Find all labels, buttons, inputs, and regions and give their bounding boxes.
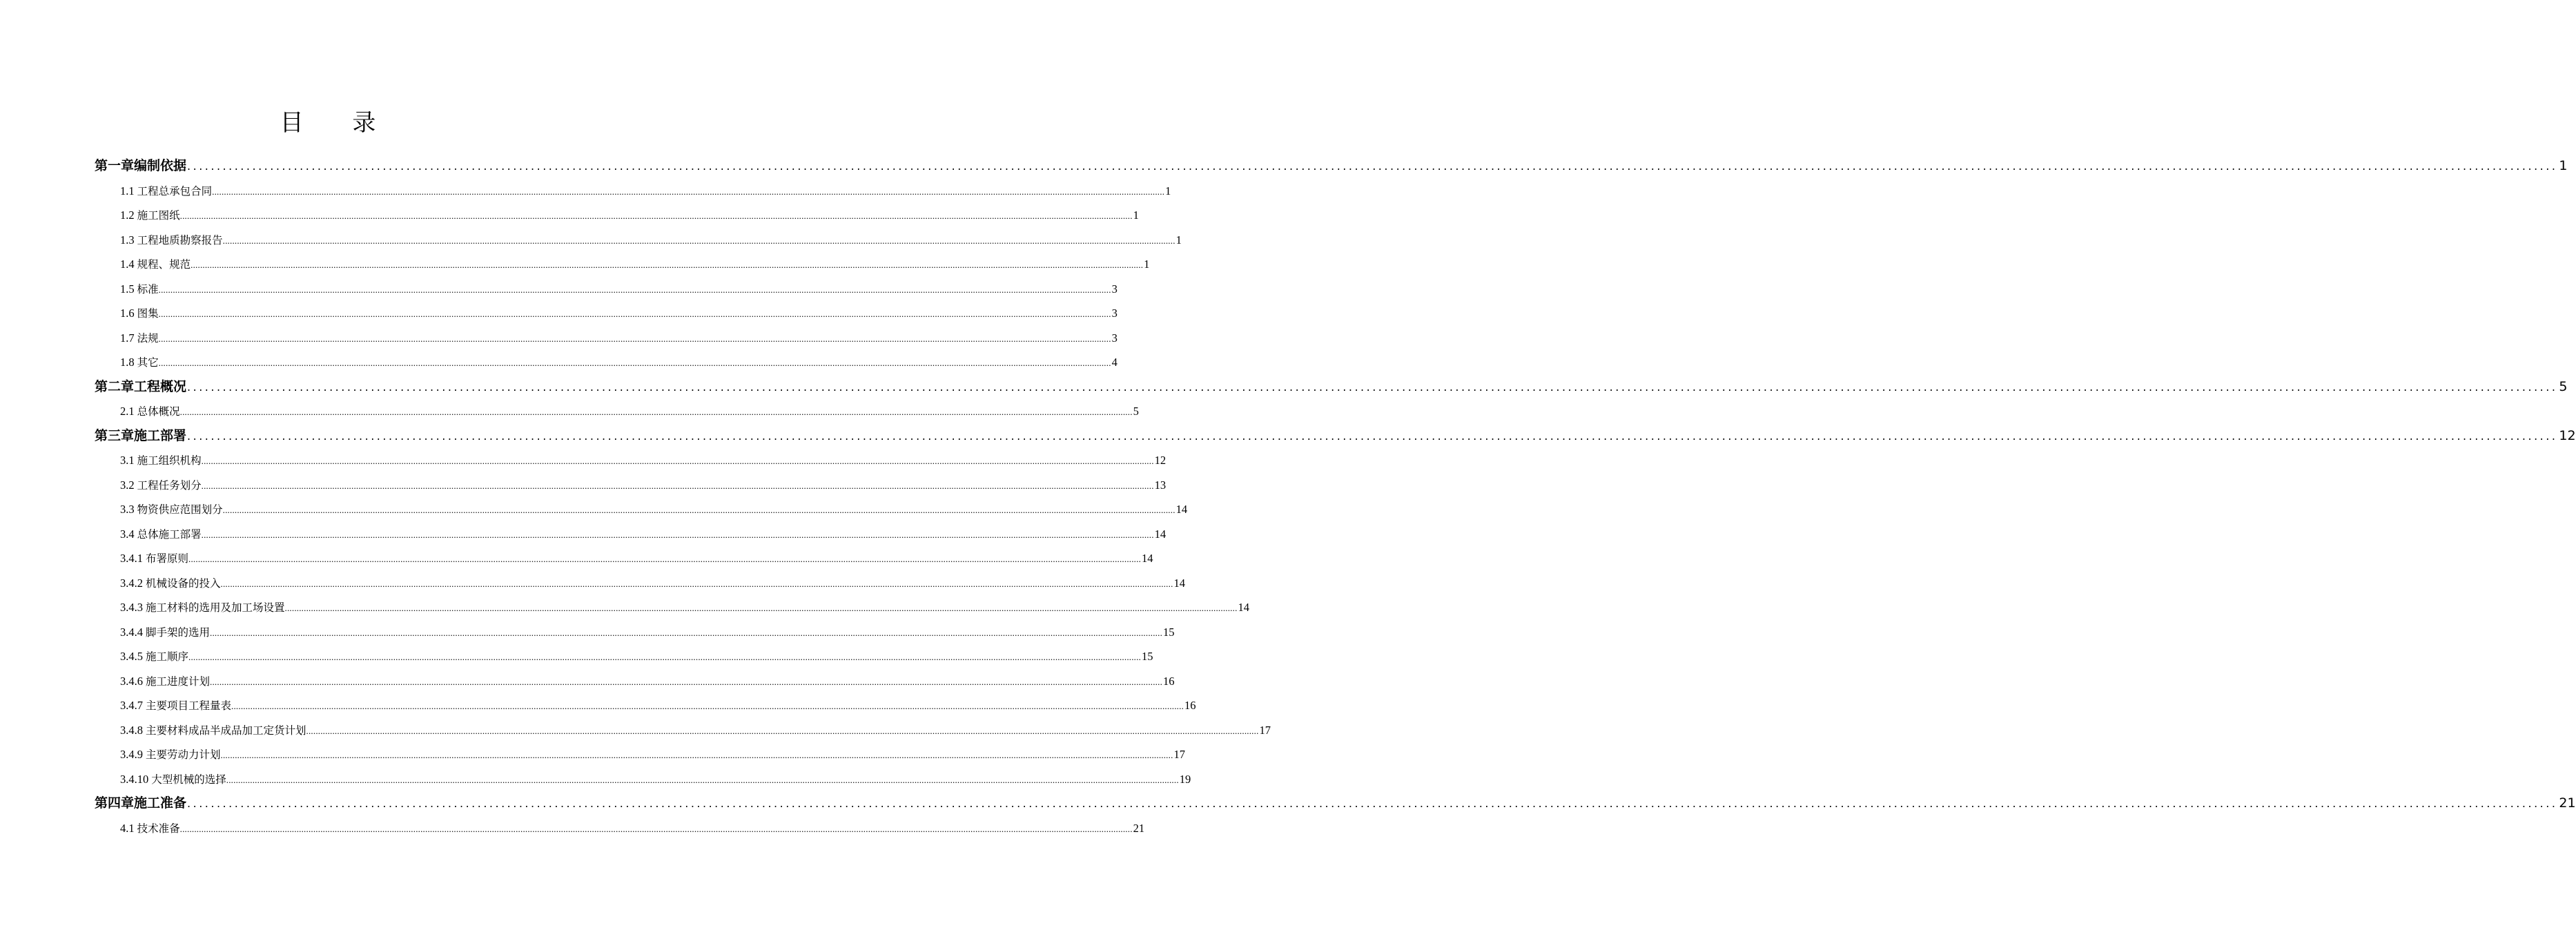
page-number: 14: [1154, 527, 1167, 541]
toc-section-entry[interactable]: [120, 207, 1139, 228]
section-number: 3.4: [120, 527, 135, 541]
page-number: 16: [1184, 699, 1196, 712]
section-title: 主要劳动力计划: [146, 748, 221, 761]
section-number: 1.4: [120, 258, 135, 271]
toc-section-entry[interactable]: [120, 820, 1145, 841]
section-number: 1.8: [120, 356, 135, 369]
dot-leader: ................................................................................................................................................................................................................................................................................................................................................................................................................: [187, 797, 2558, 810]
section-title: 施工材料的选用及加工场设置: [146, 601, 285, 614]
dot-leader: ................................................................................................................................................................................................................................................................................................................................................................................................................: [201, 456, 1154, 466]
toc-section-entry[interactable]: [120, 599, 1250, 620]
page-title: 目 录: [280, 109, 397, 137]
dot-leader: ................................................................................................................................................................................................................................................................................................................................................................................................................: [191, 260, 1144, 270]
section-number: 3.4.6: [120, 674, 143, 688]
section-number: 3.2: [120, 478, 135, 492]
dot-leader: ................................................................................................................................................................................................................................................................................................................................................................................................................: [201, 529, 1154, 540]
toc-section-entry[interactable]: [120, 575, 1186, 596]
dot-leader: ................................................................................................................................................................................................................................................................................................................................................................................................................: [158, 309, 1111, 319]
dot-leader: ................................................................................................................................................................................................................................................................................................................................................................................................................: [212, 186, 1165, 197]
chapter-number: 第三章: [95, 427, 135, 443]
chapter-title: 工程概况: [134, 378, 187, 394]
page-number: 17: [1259, 723, 1271, 737]
section-title: 施工顺序: [146, 650, 189, 663]
dot-leader: ................................................................................................................................................................................................................................................................................................................................................................................................................: [201, 480, 1154, 491]
section-title: 施工组织机构: [137, 454, 202, 467]
toc-section-entry[interactable]: [120, 697, 1196, 718]
dot-leader: ................................................................................................................................................................................................................................................................................................................................................................................................................: [231, 701, 1184, 711]
section-title: 工程任务划分: [137, 478, 202, 492]
page-number: 5: [1133, 405, 1139, 418]
page-number: 3: [1111, 282, 1118, 296]
section-title: 图集: [137, 307, 159, 320]
section-number: 3.3: [120, 503, 135, 516]
dot-leader: ................................................................................................................................................................................................................................................................................................................................................................................................................: [188, 652, 1142, 662]
page-number: 17: [1173, 748, 1186, 761]
section-title: 物资供应范围划分: [137, 503, 223, 516]
section-number: 3.4.3: [120, 601, 143, 614]
section-title: 总体概况: [137, 405, 180, 418]
dot-leader: ................................................................................................................................................................................................................................................................................................................................................................................................................: [222, 505, 1175, 515]
toc-section-entry[interactable]: [120, 722, 1271, 743]
section-number: 2.1: [120, 405, 135, 418]
section-title: 脚手架的选用: [146, 626, 211, 639]
chapter-title: 施工准备: [134, 795, 187, 811]
page-number: 1: [1175, 233, 1182, 246]
section-number: 3.4.9: [120, 748, 143, 761]
dot-leader: ................................................................................................................................................................................................................................................................................................................................................................................................................: [222, 235, 1175, 246]
page-number: 12: [2559, 427, 2576, 443]
dot-leader: ................................................................................................................................................................................................................................................................................................................................................................................................................: [187, 429, 2558, 443]
page-number: 19: [1179, 772, 1191, 786]
section-title: 法规: [137, 331, 159, 345]
section-number: 1.7: [120, 331, 135, 345]
page-number: 3: [1111, 331, 1118, 345]
section-title: 规程、规范: [137, 258, 191, 271]
dot-leader: ................................................................................................................................................................................................................................................................................................................................................................................................................: [226, 774, 1179, 785]
section-title: 大型机械的选择: [151, 773, 226, 786]
page-number: 14: [1238, 601, 1250, 614]
dot-leader: ................................................................................................................................................................................................................................................................................................................................................................................................................: [220, 578, 1173, 589]
section-title: 工程总承包合同: [137, 184, 213, 197]
dot-leader: ................................................................................................................................................................................................................................................................................................................................................................................................................: [210, 627, 1163, 638]
dot-leader: ................................................................................................................................................................................................................................................................................................................................................................................................................: [179, 823, 1133, 834]
section-number: 3.4.8: [120, 723, 143, 737]
section-title: 主要材料成品半成品加工定货计划: [146, 724, 306, 737]
section-title: 技术准备: [137, 822, 180, 835]
toc-section-entry[interactable]: [120, 550, 1153, 571]
toc-section-entry[interactable]: [120, 256, 1150, 277]
toc-section-entry[interactable]: [120, 452, 1167, 473]
toc-section-entry[interactable]: [120, 526, 1167, 547]
chapter-title: 编制依据: [134, 158, 187, 173]
page-number: 13: [1154, 478, 1167, 492]
dot-leader: ................................................................................................................................................................................................................................................................................................................................................................................................................: [210, 676, 1163, 687]
page-number: 14: [1142, 552, 1153, 565]
page-number: 1: [1165, 184, 1171, 197]
toc-section-entry[interactable]: [120, 403, 1139, 424]
section-title: 其它: [137, 356, 159, 369]
toc-chapter-entry[interactable]: [95, 376, 2568, 401]
toc-section-entry[interactable]: [120, 501, 1188, 522]
section-title: 总体施工部署: [137, 528, 202, 541]
page-number: 1: [1144, 258, 1150, 271]
section-number: 1.2: [120, 209, 135, 222]
toc-chapter-entry[interactable]: [95, 155, 2568, 180]
section-number: 3.4.7: [120, 699, 143, 712]
section-number: 3.4.1: [120, 552, 143, 565]
toc-section-entry[interactable]: [120, 648, 1153, 669]
dot-leader: ................................................................................................................................................................................................................................................................................................................................................................................................................: [284, 603, 1238, 613]
toc-section-entry[interactable]: [120, 477, 1167, 498]
dot-leader: ................................................................................................................................................................................................................................................................................................................................................................................................................: [220, 750, 1173, 760]
page-number: 5: [2559, 378, 2568, 394]
section-title: 布署原则: [146, 552, 189, 565]
page-number: 12: [1154, 454, 1167, 467]
section-number: 3.1: [120, 454, 135, 467]
chapter-number: 第二章: [95, 378, 135, 394]
section-title: 主要项目工程量表: [146, 699, 232, 712]
dot-leader: ................................................................................................................................................................................................................................................................................................................................................................................................................: [187, 160, 2558, 173]
toc-section-entry[interactable]: [120, 673, 1175, 694]
dot-leader: ................................................................................................................................................................................................................................................................................................................................................................................................................: [188, 554, 1142, 564]
section-title: 施工进度计划: [146, 675, 211, 688]
page-number: 3: [1111, 307, 1118, 320]
section-number: 1.6: [120, 307, 135, 320]
section-number: 3.4.2: [120, 576, 143, 590]
chapter-number: 第四章: [95, 795, 135, 811]
toc-section-entry[interactable]: [120, 232, 1182, 253]
section-number: 4.1: [120, 821, 135, 835]
toc-section-entry[interactable]: [120, 354, 1118, 375]
section-number: 1.3: [120, 233, 135, 246]
toc-section-entry[interactable]: [120, 624, 1175, 645]
page-number: 14: [1173, 576, 1186, 590]
section-number: 3.4.4: [120, 625, 143, 639]
dot-leader: ................................................................................................................................................................................................................................................................................................................................................................................................................: [179, 407, 1133, 417]
section-number: 1.5: [120, 282, 135, 296]
toc-section-entry[interactable]: [120, 183, 1171, 204]
section-title: 工程地质勘察报告: [137, 233, 223, 246]
toc-chapter-entry[interactable]: [95, 793, 2576, 818]
page-number: 4: [1111, 356, 1118, 369]
page-number: 15: [1163, 625, 1175, 639]
toc-section-entry[interactable]: [120, 330, 1118, 351]
dot-leader: ................................................................................................................................................................................................................................................................................................................................................................................................................: [187, 380, 2558, 394]
section-number: 3.4.5: [120, 650, 143, 663]
page-number: 15: [1142, 650, 1153, 663]
page-number: 16: [1163, 674, 1175, 688]
dot-leader: ................................................................................................................................................................................................................................................................................................................................................................................................................: [179, 211, 1133, 221]
section-title: 施工图纸: [137, 209, 180, 222]
page-number: 21: [1133, 821, 1145, 835]
section-number: 1.1: [120, 184, 135, 197]
toc-section-entry[interactable]: [120, 771, 1191, 792]
toc-section-entry[interactable]: [120, 746, 1186, 767]
toc-section-entry[interactable]: [120, 281, 1118, 302]
chapter-number: 第一章: [95, 158, 135, 173]
toc-chapter-entry[interactable]: [95, 425, 2576, 450]
dot-leader: ................................................................................................................................................................................................................................................................................................................................................................................................................: [158, 333, 1111, 344]
page-number: 1: [1133, 209, 1139, 222]
dot-leader: ................................................................................................................................................................................................................................................................................................................................................................................................................: [158, 284, 1111, 295]
page-number: 1: [2559, 158, 2568, 173]
toc-section-entry[interactable]: [120, 305, 1118, 326]
dot-leader: ................................................................................................................................................................................................................................................................................................................................................................................................................: [306, 725, 1259, 736]
page-number: 21: [2559, 795, 2576, 811]
dot-leader: ................................................................................................................................................................................................................................................................................................................................................................................................................: [158, 358, 1111, 368]
chapter-title: 施工部署: [134, 427, 187, 443]
section-title: 标准: [137, 282, 159, 296]
section-number: 3.4.10: [120, 772, 149, 786]
page-number: 14: [1175, 503, 1188, 516]
section-title: 机械设备的投入: [146, 577, 221, 590]
